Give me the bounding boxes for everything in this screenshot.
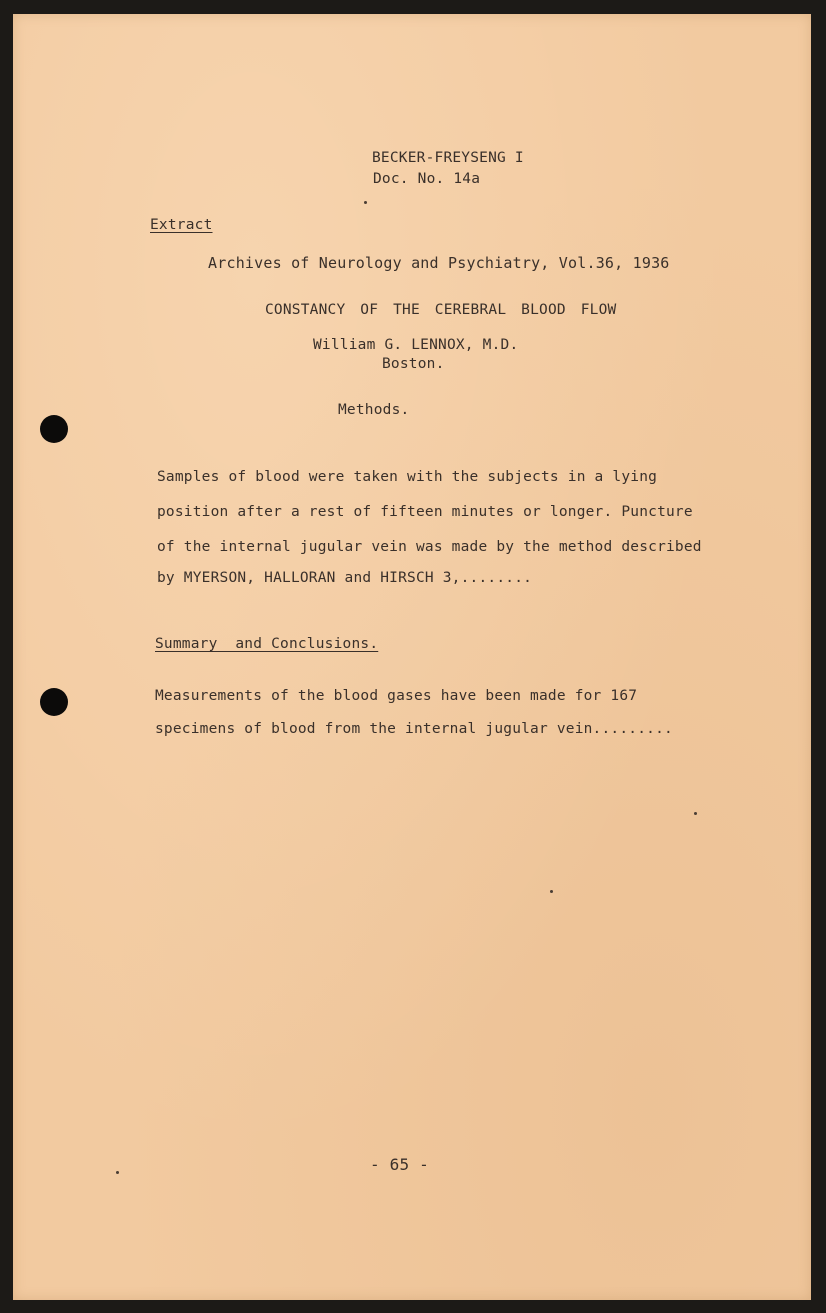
citation: Archives of Neurology and Psychiatry, Vol.36, 1936 — [208, 254, 670, 272]
extract-label: Extract — [150, 217, 213, 233]
paper-speck — [694, 812, 697, 815]
summary-line: specimens of blood from the internal jugular vein......... — [155, 721, 673, 737]
methods-heading: Methods. — [338, 402, 410, 418]
methods-line: Samples of blood were taken with the subjects in a lying — [157, 469, 658, 485]
methods-line: by MYERSON, HALLORAN and HIRSCH 3,........ — [157, 570, 533, 586]
doc-number: Doc. No. 14a — [373, 171, 481, 187]
methods-line: position after a rest of fifteen minutes or longer. Puncture — [157, 504, 693, 520]
punch-hole-bottom — [40, 688, 68, 716]
punch-hole-top — [40, 415, 68, 443]
methods-line: of the internal jugular vein was made by the method described — [157, 539, 702, 555]
summary-line: Measurements of the blood gases have been made for 167 — [155, 688, 638, 704]
paper-speck — [116, 1171, 119, 1174]
document-page — [13, 14, 811, 1300]
summary-heading: Summary and Conclusions. — [155, 636, 379, 652]
article-title: CONSTANCY OF THE CEREBRAL BLOOD FLOW — [265, 302, 617, 318]
article-location: Boston. — [382, 356, 445, 372]
page-number: - 65 - — [370, 1155, 429, 1174]
paper-speck — [550, 890, 553, 893]
paper-speck — [364, 201, 367, 204]
article-author: William G. LENNOX, M.D. — [313, 337, 519, 353]
case-name: BECKER-FREYSENG I — [372, 150, 524, 166]
